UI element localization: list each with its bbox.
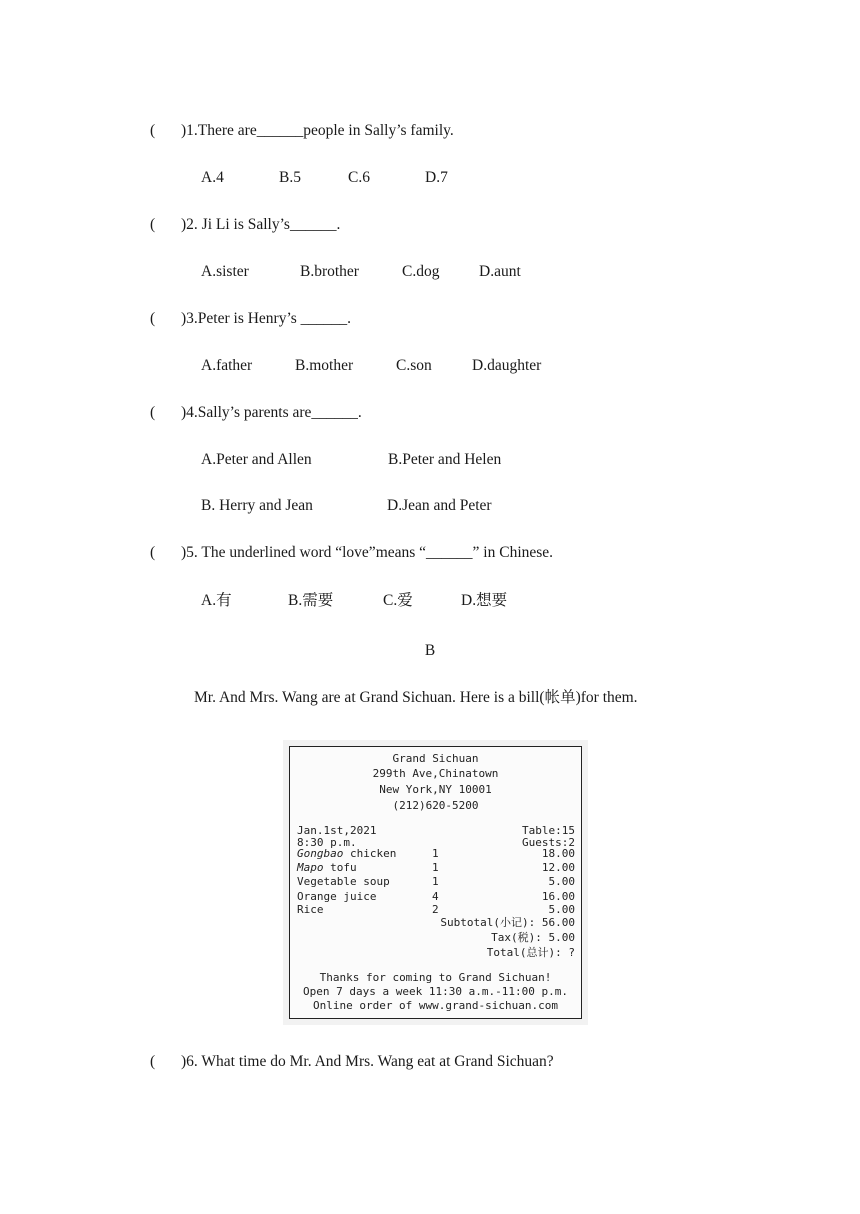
receipt-hours: Open 7 days a week 11:30 a.m.-11:00 p.m.: [303, 985, 568, 998]
q4-option-d: D.Jean and Peter: [387, 497, 492, 514]
q4-option-c: B. Herry and Jean: [201, 497, 313, 514]
question-3: )3.Peter is Henry’s ______.: [181, 310, 352, 327]
answer-paren: (: [150, 310, 156, 327]
question-6: )6. What time do Mr. And Mrs. Wang eat at Grand Sichuan?: [181, 1053, 554, 1070]
q1-option-a: A.4: [201, 169, 224, 186]
item-name: chicken: [343, 847, 397, 860]
q3-option-a: A.father: [201, 357, 253, 374]
q5-option-d: D.想要: [461, 592, 508, 609]
item-name-italic: Mapo: [297, 861, 324, 874]
answer-paren: (: [150, 544, 156, 561]
q3-option-d: D.daughter: [472, 357, 542, 374]
q1-option-b: B.5: [279, 169, 301, 186]
item-price: 12.00: [541, 861, 575, 874]
item-price: 5.00: [548, 903, 575, 916]
receipt-item: [297, 861, 357, 874]
q2-option-a: A.sister: [201, 263, 249, 280]
q2-option-d: D.aunt: [479, 263, 521, 280]
question-5: )5. The underlined word “love”means “______” in Chinese.: [181, 544, 554, 561]
restaurant-phone: (212)620-5200: [392, 799, 479, 812]
item-qty: 1: [432, 861, 439, 874]
q4-option-a: A.Peter and Allen: [201, 451, 312, 468]
q5-option-c: C.爱: [383, 592, 413, 609]
question-2: )2. Ji Li is Sally’s______.: [181, 216, 341, 233]
item-qty: 1: [432, 847, 439, 860]
question-1: )1.There are______people in Sally’s family.: [181, 122, 454, 139]
receipt-table: Table:15: [522, 824, 575, 837]
receipt-time: 8:30 p.m.: [297, 836, 357, 849]
item-name: tofu: [323, 861, 357, 874]
item-qty: 4: [432, 890, 439, 903]
receipt-subtotal: Subtotal(小记): 56.00: [440, 916, 575, 929]
q5-option-b: B.需要: [288, 592, 334, 609]
restaurant-address: 299th Ave,Chinatown: [372, 767, 499, 780]
receipt-guests: Guests:2: [522, 836, 575, 849]
receipt-thanks: Thanks for coming to Grand Sichuan!: [319, 971, 552, 984]
item-price: 18.00: [541, 847, 575, 860]
item-qty: 2: [432, 903, 439, 916]
receipt-online-order: Online order of www.grand-sichuan.com: [312, 999, 559, 1012]
receipt-total: Total(总计): ?: [486, 946, 575, 959]
question-4: )4.Sally’s parents are______.: [181, 404, 362, 421]
answer-paren: (: [150, 216, 156, 233]
item-name: Rice: [297, 903, 324, 916]
item-price: 16.00: [541, 890, 575, 903]
q2-option-c: C.dog: [402, 263, 440, 280]
section-heading: B: [424, 642, 436, 659]
item-name: Vegetable soup: [297, 875, 390, 888]
q1-option-d: D.7: [425, 169, 448, 186]
section-intro: Mr. And Mrs. Wang are at Grand Sichuan. Here is a bill(帐单)for them.: [194, 689, 638, 706]
receipt-date: Jan.1st,2021: [297, 824, 377, 837]
item-price: 5.00: [548, 875, 575, 888]
q3-option-b: B.mother: [295, 357, 354, 374]
answer-paren: (: [150, 1053, 156, 1070]
q2-option-b: B.brother: [300, 263, 359, 280]
receipt-item: [297, 903, 324, 916]
receipt-item: [297, 847, 396, 860]
restaurant-name: Grand Sichuan: [392, 752, 479, 765]
restaurant-city: New York,NY 10001: [379, 783, 492, 796]
q4-option-b: B.Peter and Helen: [388, 451, 502, 468]
receipt-item: [297, 890, 376, 903]
q1-option-c: C.6: [348, 169, 370, 186]
item-qty: 1: [432, 875, 439, 888]
receipt: [289, 746, 582, 1019]
item-name: Orange juice: [297, 890, 377, 903]
answer-paren: (: [150, 404, 156, 421]
answer-paren: (: [150, 122, 156, 139]
item-name-italic: Gongbao: [297, 847, 344, 860]
receipt-tax: Tax(税): 5.00: [491, 931, 575, 944]
receipt-item: [297, 875, 390, 888]
q5-option-a: A.有: [201, 592, 232, 609]
q3-option-c: C.son: [396, 357, 432, 374]
